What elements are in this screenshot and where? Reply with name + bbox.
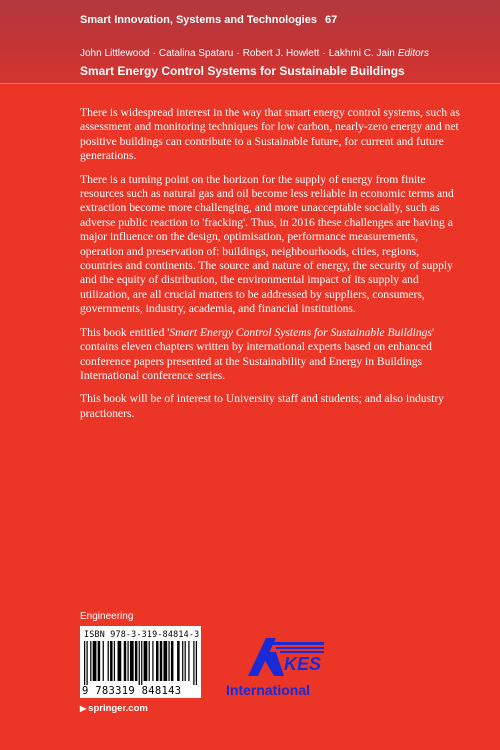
barcode-bar [185,641,186,681]
editors-role: Editors [397,48,429,59]
barcode-bar [149,641,150,681]
editor-separator: · [236,48,240,59]
barcode-bar [110,641,112,681]
barcode-bar [156,641,158,681]
barcode-bar [139,641,140,685]
barcode-bar [160,641,162,681]
barcode-bar [188,641,189,681]
barcode-bar [114,641,115,681]
isbn-barcode [80,626,201,698]
barcode-bar [144,641,148,681]
blurb-text: ' contains eleven chapters written by international experts based on enhanced conference papers presented at the Sustainability and Energy in Buildings International conference series. [80,325,435,382]
blurb-book-title: Smart Energy Control Systems for Sustainable Buildings [169,325,432,339]
arrow-right-icon: ▶ [80,704,87,713]
logo-subtitle: International [226,682,311,698]
blurb-paragraph [80,326,462,384]
springer-link[interactable] [80,703,148,714]
barcode-bar [86,641,87,685]
editor-name: Catalina Spataru [158,48,234,59]
barcode-bar [152,641,153,681]
barcode-bar [84,641,85,685]
barcode-bar [168,641,169,681]
blurb-text: This book entitled ' [80,325,170,339]
series-line [80,14,337,26]
barcode-bar [98,641,100,681]
editor-name: Robert J. Howlett [242,48,320,59]
barcode-bar [93,641,97,681]
barcode-bar [130,641,134,681]
logo-speed-line [276,647,324,649]
barcode-bar [196,641,197,685]
series-name: Smart Innovation, Systems and Technologies [80,14,317,26]
blurb [80,106,462,430]
editors-line [80,48,429,59]
barcode-bar [118,641,122,681]
editor-separator: · [152,48,156,59]
book-title: Smart Energy Control Systems for Sustainable Buildings [80,64,405,78]
barcode-bar [141,641,142,685]
barcode-bar [182,641,183,681]
logo-speed-line [280,651,324,653]
blurb-paragraph: There is widespread interest in the way that smart energy control systems, such as assessment and monitoring techniques for low carbon, nearly-zero energy and net positive buildings can contribute to a Sustainable future, for current and future generations. [80,106,460,163]
logo-wordmark: KES [284,654,322,674]
barcode-bars [84,641,197,685]
blurb-paragraph: There is a turning point on the horizon for the supply of energy from finite resources such as natural gas and oil become less reliable in economic terms and extraction become more challenging, and more unacceptable socially, such as adverse public reaction to 'fracking'. Thus, in 2016 these challenges are having a major influence on the design, optimisation, performance measurements, operation and preservation of: buildings, neighbourhoods, cities, regions, countries and continents. The source and nature of energy, the security of supply and the equity of distribution, the environmental impact of its supply and utilization, are all crucial matters to be addressed by suppliers, consumers, governments, industry, academia, and financial institutions. [80,172,454,316]
barcode-bar [90,641,91,681]
series-volume: 67 [324,14,338,26]
barcode-bar [177,641,179,681]
editor-name: Lakhmi C. Jain [328,48,395,59]
barcode-bar [163,641,167,681]
barcode-bar [124,641,126,681]
subject-label: Engineering [80,611,134,622]
editor-name: John Littlewood [80,48,150,59]
barcode-bar [127,641,128,681]
barcode-bar [135,641,137,681]
blurb-paragraph: This book will be of interest to University staff and students; and also industry practioners. [80,392,444,420]
springer-url: springer.com [88,703,148,714]
isbn-label: ISBN 978-3-319-84814-3 [84,629,200,639]
barcode-bar [108,641,109,681]
logo-speed-line [272,642,324,645]
barcode-bar [193,641,194,685]
barcode-digits: 9 783319 848143 [82,685,182,697]
barcode-bar [103,641,104,681]
barcode-bar [171,641,173,681]
editor-separator: · [322,48,326,59]
